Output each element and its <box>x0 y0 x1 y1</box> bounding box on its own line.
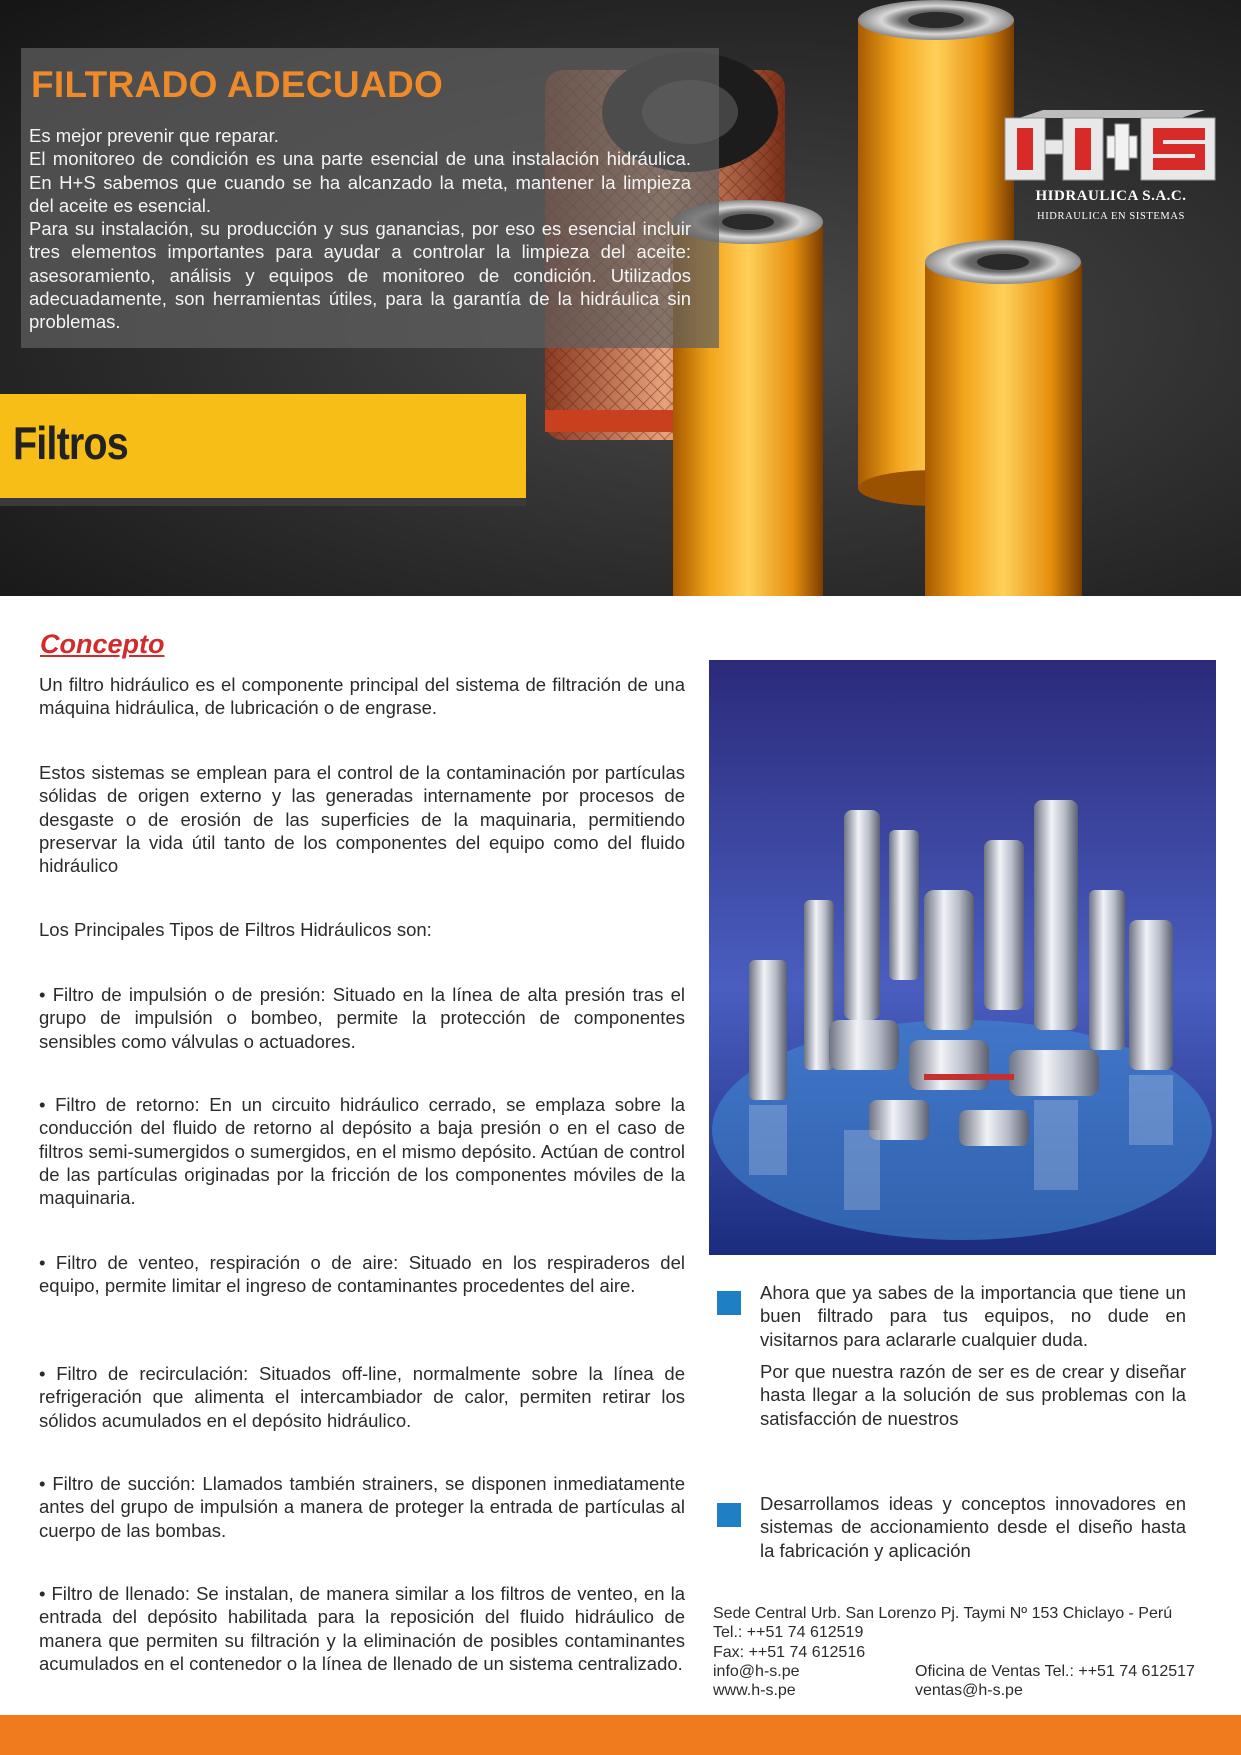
filtros-band <box>0 394 526 498</box>
filter-type-item: • Filtro de llenado: Se instalan, de manera similar a los filtros de venteo, en la entrada del depósito habilitada para la reposición del fluido hidráulico de manera que permiten su filtración y la eliminación de posibles contaminantes acumulados en el contenedor o la línea de llenado de un sistema centralizado. <box>39 1583 685 1674</box>
concept-title: Concepto <box>40 629 165 659</box>
filter-types-heading: Los Principales Tipos de Filtros Hidráulicos son: <box>39 919 432 940</box>
contact-fax: Fax: ++51 74 612516 <box>713 1643 866 1661</box>
filtros-label: Filtros <box>13 417 128 469</box>
footer-bar <box>0 1715 1241 1755</box>
intro-paragraph: Para su instalación, su producción y sus ganancias, por eso es esencial incluir tres elementos importantes para ayudar a controlar la limpieza del aceite: asesoramiento, análisis y equipos de monitoreo de condición. Utilizados adecuadamente, son herramientas útiles, para la garantía de la hidráulica sin problemas. <box>29 218 691 333</box>
logo-tagline: HIDRAULICA EN SISTEMAS <box>1037 211 1185 222</box>
blue-bullet-icon <box>717 1291 741 1315</box>
contact-website[interactable]: www.h-s.pe <box>713 1682 796 1700</box>
contact-address: Sede Central Urb. San Lorenzo Pj. Taymi Nº 153 Chiclayo - Perú <box>713 1605 1173 1622</box>
aside-paragraph: Desarrollamos ideas y conceptos innovadores en sistemas de accionamiento desde el diseño hasta la fabricación y aplicación <box>760 1493 1186 1561</box>
valves-product-photo <box>709 660 1216 1255</box>
contact-email[interactable]: info@h-s.pe <box>713 1662 800 1680</box>
concept-paragraph: Estos sistemas se emplean para el control de la contaminación por partículas sólidas de origen externo y las generadas internamente por procesos de desgaste o de erosión de las superficies de la maquinaria, permitiendo preservar la vida útil tanto de los componentes del equipo como del fluido hidráulico <box>39 762 685 877</box>
intro-paragraph: Es mejor prevenir que reparar. <box>29 125 279 146</box>
filter-type-item: • Filtro de venteo, respiración o de aire: Situado en los respiraderos del equipo, permite limitar el ingreso de contaminantes procedentes del aire. <box>39 1252 685 1297</box>
filter-type-item: • Filtro de recirculación: Situados off-line, normalmente sobre la línea de refrigeración que alimenta el intercambiador de calor, permiten retirar los sólidos acumulados en el depósito hidráulico. <box>39 1363 685 1431</box>
contact-tel: Tel.: ++51 74 612519 <box>713 1624 864 1642</box>
hero-banner <box>0 0 1241 596</box>
intro-text <box>29 124 691 334</box>
aside-paragraph: Por que nuestra razón de ser es de crear y diseñar hasta llegar a la solución de sus problemas con la satisfacción de nuestros <box>760 1361 1186 1429</box>
filter-type-item: • Filtro de retorno: En un circuito hidráulico cerrado, se emplaza sobre la conducción del fluido de retorno al depósito a baja presión o en el caso de filtros semi-sumergidos o sumergidos, en el mismo depósito. Actúan de control de las partículas originadas por la fricción de los componentes móviles de la maquinaria. <box>39 1094 685 1209</box>
contact-sales-tel: Oficina de Ventas Tel.: ++51 74 612517 <box>915 1662 1195 1680</box>
company-logo <box>1003 110 1219 230</box>
aside-paragraph: Ahora que ya sabes de la importancia que tiene un buen filtrado para tus equipos, no dude en visitarnos para aclararle cualquier duda. <box>760 1282 1186 1350</box>
contact-block <box>713 1604 1223 1700</box>
logo-company-name: HIDRAULICA S.A.C. <box>1035 188 1187 204</box>
blue-bullet-icon <box>717 1503 741 1527</box>
hs-logo-mark <box>1003 110 1219 188</box>
contact-sales-email[interactable]: ventas@h-s.pe <box>915 1682 1023 1700</box>
intro-paragraph: El monitoreo de condición es una parte esencial de una instalación hidráulica. En H+S sabemos que cuando se ha alcanzado la meta, mantener la limpieza del aceite es esencial. <box>29 148 691 216</box>
intro-box <box>21 48 719 348</box>
concept-paragraph: Un filtro hidráulico es el componente principal del sistema de filtración de una máquina hidráulica, de lubricación o de engrase. <box>39 674 685 719</box>
filter-type-item: • Filtro de succión: Llamados también strainers, se disponen inmediatamente antes del grupo de impulsión a manera de proteger la entrada de partículas al cuerpo de las bombas. <box>39 1473 685 1541</box>
intro-title: FILTRADO ADECUADO <box>31 64 444 105</box>
filter-type-item: • Filtro de impulsión o de presión: Situado en la línea de alta presión tras el grupo de impulsión o bombeo, permite la protección de componentes sensibles como válvulas o actuadores. <box>39 984 685 1052</box>
